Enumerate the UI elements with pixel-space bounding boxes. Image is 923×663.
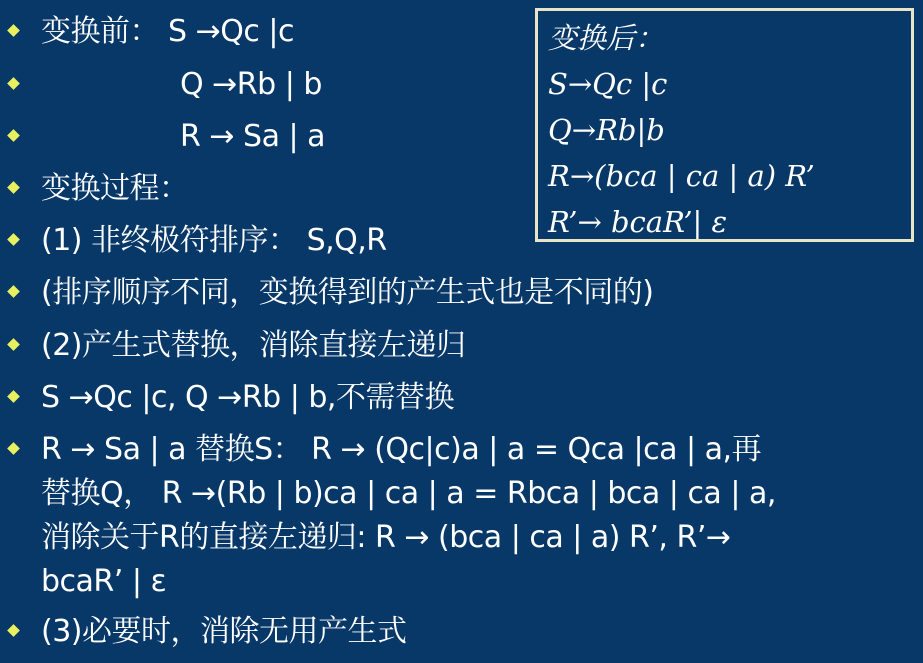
- item-step3-useless: (3)必要时，消除无用产生式: [41, 614, 407, 649]
- box-line-r: R→(bca | ca | a) R’: [548, 159, 815, 193]
- item-replace-details: [41, 428, 901, 604]
- diamond-bullet-icon: [7, 390, 20, 403]
- box-line-rprime: R’→ bcaR’| ε: [548, 205, 728, 239]
- diamond-bullet-icon: [7, 624, 20, 637]
- replace-line-1: R → Sa | a 替换S： R → (Qc|c)a | a = Qca |ca | a,再: [41, 432, 762, 467]
- item-process-heading: 变换过程：: [41, 171, 189, 206]
- item-r-production: R → Sa | a: [180, 119, 326, 154]
- diamond-bullet-icon: [7, 181, 20, 194]
- item-step1-ordering: (1) 非终极符排序： S,Q,R: [41, 223, 387, 258]
- diamond-bullet-icon: [7, 233, 20, 246]
- replace-line-3: 消除关于R的直接左递归: R → (bca | ca | a) R’, R’→: [41, 520, 731, 555]
- box-line-q: Q→Rb|b: [548, 113, 665, 147]
- diamond-bullet-icon: [7, 338, 20, 351]
- after-transform-box: [535, 8, 914, 242]
- diamond-bullet-icon: [7, 442, 20, 455]
- item-q-production: Q →Rb | b: [180, 67, 322, 102]
- item-no-replace: S →Qc |c, Q →Rb | b,不需替换: [41, 380, 454, 415]
- diamond-bullet-icon: [7, 285, 20, 298]
- replace-line-2: 替换Q， R →(Rb | b)ca | ca | a = Rbca | bca | ca | a,: [41, 476, 776, 511]
- diamond-bullet-icon: [7, 77, 20, 90]
- diamond-bullet-icon: [7, 129, 20, 142]
- box-line-s: S→Qc |c: [548, 67, 668, 101]
- item-ordering-note: (排序顺序不同，变换得到的产生式也是不同的): [41, 275, 654, 310]
- box-title: 变换后：: [548, 21, 665, 55]
- item-step2-replace: (2)产生式替换，消除直接左递归: [41, 328, 466, 363]
- diamond-bullet-icon: [7, 24, 20, 37]
- replace-line-4: bcaR’ | ε: [41, 564, 167, 599]
- item-before-transform: 变换前： S →Qc |c: [41, 14, 294, 49]
